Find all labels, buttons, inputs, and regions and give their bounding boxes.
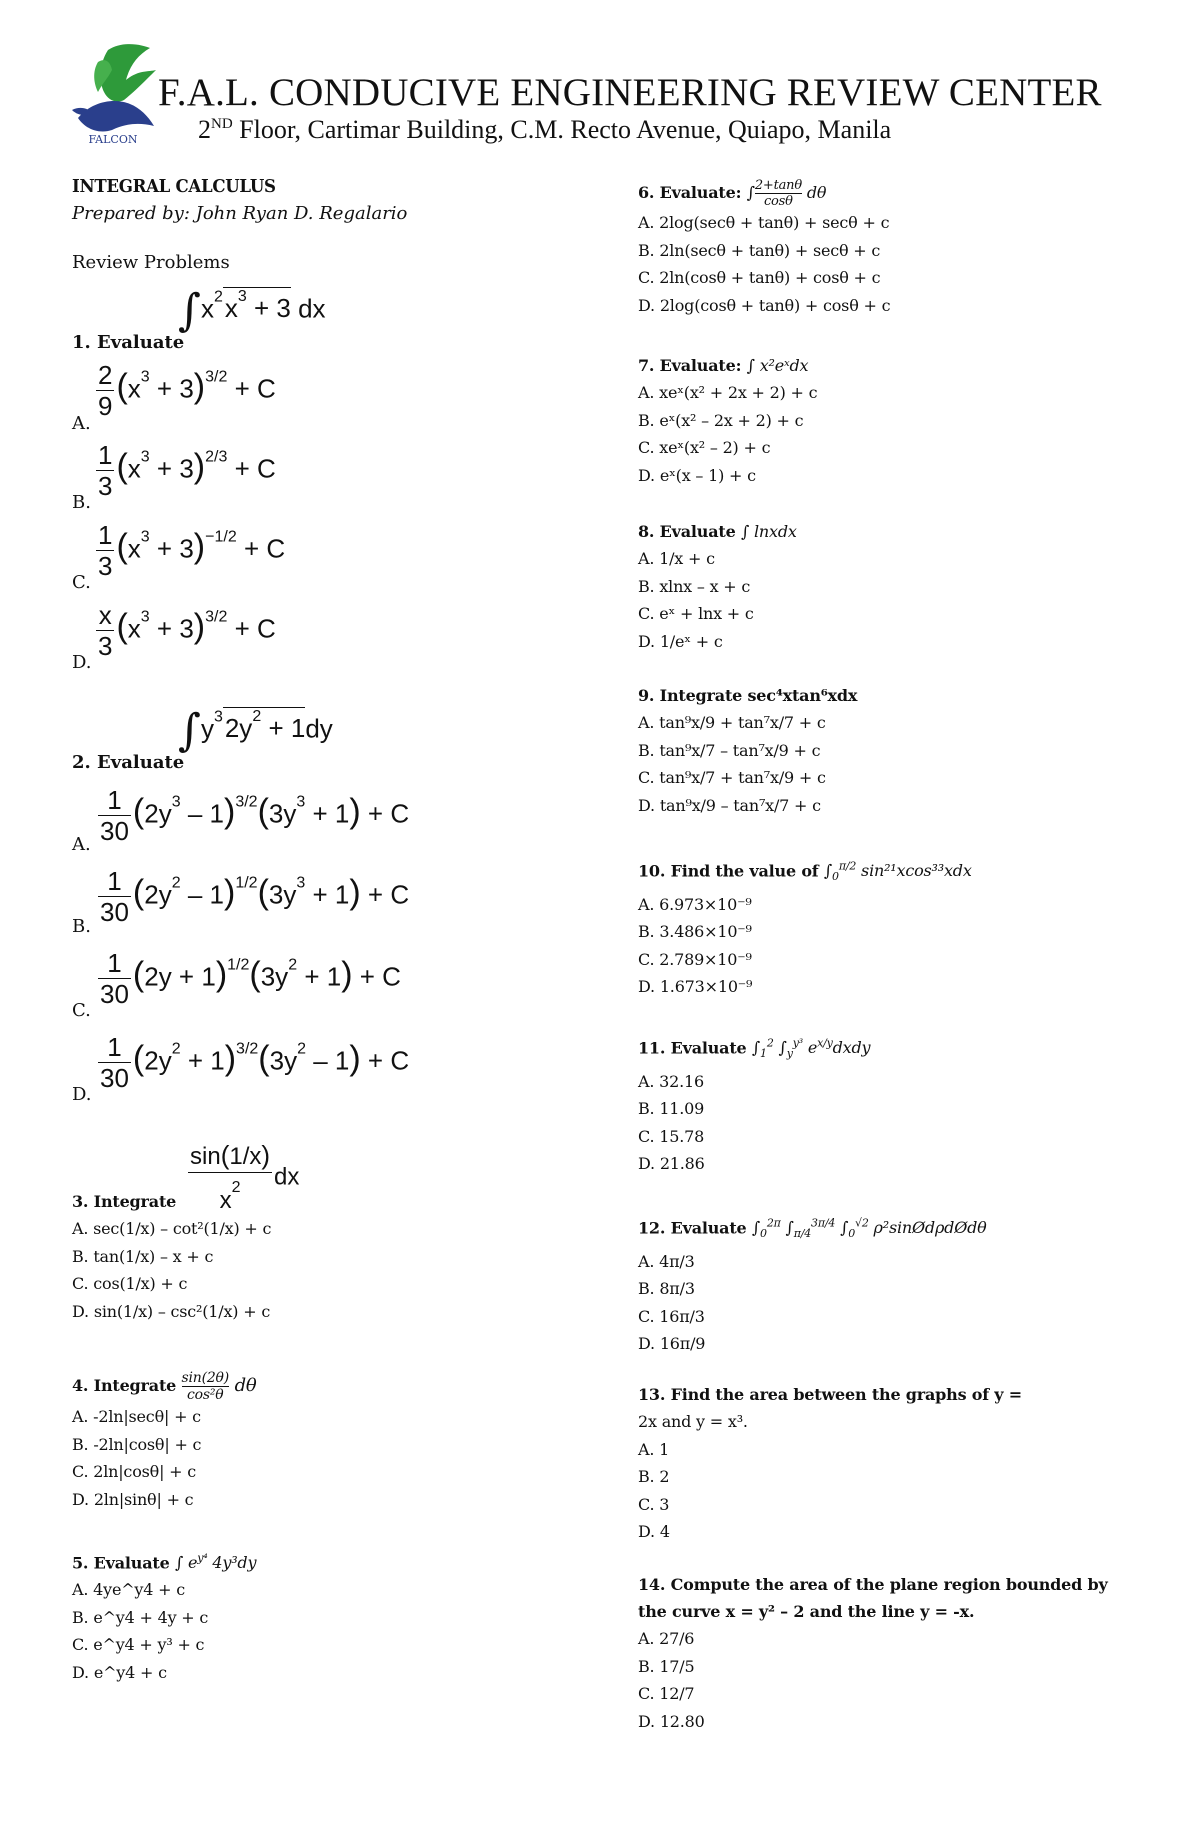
q1-label: 1. Evaluate xyxy=(72,332,185,353)
q2-choice-c-label: C. xyxy=(72,1000,91,1021)
q14-choice-a: A. 27/6 xyxy=(638,1629,695,1648)
q13 xyxy=(638,1381,1022,1546)
q1-choice-d: $\frac{x}{3}$ $(x^3 + 3)^{3/2} + C$ xyxy=(98,600,276,661)
q10-choice-c: C. 2.789×10⁻⁹ xyxy=(638,949,752,969)
q8-choice-d: D. 1/eˣ + c xyxy=(638,631,723,651)
q4-choice-c: C. 2ln|cosθ| + c xyxy=(72,1462,197,1481)
q5: 5. Evaluate ∫ $e^{y^4}$ 4y³dy A. 4ye^y4 + c B. e^y4 + 4y + c C. e^y4 + y³ + c D. e^y4 + c xyxy=(72,1545,256,1686)
q5-choice-b: B. e^y4 + 4y + c xyxy=(72,1607,209,1627)
q14-choice-c: C. 12/7 xyxy=(638,1684,695,1703)
q5-choice-a: A. 4ye^y4 + c xyxy=(72,1580,185,1600)
q4-label: 4. Integrate xyxy=(72,1376,177,1395)
q1-choice-a: $\frac{2}{9}$ $(x^3 + 3)^{3/2} + C$ xyxy=(98,360,276,421)
q4: 4. Integrate $\frac{\sin(2\theta)}{\text{cos²θ}}$ dθ A. -2ln|secθ| + c B. -2ln|cosθ| + c C. 2ln|cosθ| + c D. 2ln|sinθ| + c xyxy=(72,1370,257,1513)
q2-choice-c: $\frac{1}{30}$ $(2y + 1)^{1/2}(3y^2 + 1) + C$ xyxy=(100,948,401,1009)
q7: 7. Evaluate: ∫ x²eˣdx A. xeˣ(x² + 2x + 2) + c B. eˣ(x² – 2x + 2) + c C. xeˣ(x² – 2) + c D. eˣ(x – 1) + c xyxy=(638,352,817,489)
q6-label: 6. Evaluate: xyxy=(638,183,742,202)
q1-choice-b-label: B. xyxy=(72,492,91,513)
q10-choice-d: D. 1.673×10⁻⁹ xyxy=(638,977,753,997)
q2-choice-b: $\frac{1}{30}$ $(2y^2 - 1)^{1/2}(3y^3 + 1) + C$ xyxy=(100,866,410,927)
q7-choice-c: C. xeˣ(x² – 2) + c xyxy=(638,438,771,457)
q6-choice-a: A. 2log(secθ + tanθ) + secθ + c xyxy=(638,213,890,232)
center-address: 2ND Floor, Cartimar Building, C.M. Recto Avenue, Quiapo, Manila xyxy=(198,115,892,144)
q3-choice-b: B. tan(1/x) – x + c xyxy=(72,1246,214,1266)
q2-choice-a-label: A. xyxy=(72,834,91,855)
q11-label: 11. Evaluate xyxy=(638,1038,747,1058)
q3-choice-a: A. sec(1/x) – cot²(1/x) + c xyxy=(72,1219,272,1238)
q1-choice-c: $\frac{1}{3}$ $(x^3 + 3)^{-1/2} + C$ xyxy=(98,520,286,581)
q13-choice-d: D. 4 xyxy=(638,1522,670,1541)
q6-choice-b: B. 2ln(secθ + tanθ) + secθ + c xyxy=(638,240,881,260)
q12-choice-b: B. 8π/3 xyxy=(638,1279,695,1299)
q10-label: 10. Find the value of xyxy=(638,861,819,881)
q5-choice-c: C. e^y4 + y³ + c xyxy=(72,1635,205,1655)
prepared-by: Prepared by: John Ryan D. Regalario xyxy=(72,203,408,224)
q1-integral: $\int x^2x^3 + 3$ dx xyxy=(178,285,326,336)
q8: 8. Evaluate ∫ lnxdx A. 1/x + c B. xlnx – x + c C. eˣ + lnx + c D. 1/eˣ + c xyxy=(638,518,797,655)
q3 xyxy=(72,1188,271,1325)
q8-label: 8. Evaluate xyxy=(638,522,736,541)
center-title: F.A.L. CONDUCIVE ENGINEERING REVIEW CENTER xyxy=(158,71,1102,114)
q10-choice-b: B. 3.486×10⁻⁹ xyxy=(638,922,752,942)
q5-label: 5. Evaluate xyxy=(72,1553,170,1573)
q10-choice-a: A. 6.973×10⁻⁹ xyxy=(638,894,752,914)
q14-line2: the curve x = y² – 2 and the line y = -x. xyxy=(638,1602,975,1621)
q12-choice-c: C. 16π/3 xyxy=(638,1306,705,1326)
q3-choice-c: C. cos(1/x) + c xyxy=(72,1274,188,1293)
q12-choice-d: D. 16π/9 xyxy=(638,1334,706,1354)
q1-choice-d-label: D. xyxy=(72,652,92,673)
q11: 11. Evaluate $\int_1^2$ $\int_y^{y^3}$ $e^{x/y}dxdy$ A. 32.16 B. 11.09 C. 15.78 D. 21.86 xyxy=(638,1030,870,1178)
q3-label: 3. Integrate xyxy=(72,1192,177,1211)
q4-choice-a: A. -2ln|secθ| + c xyxy=(72,1407,201,1426)
section-title: Review Problems xyxy=(72,252,230,273)
q7-choice-d: D. eˣ(x – 1) + c xyxy=(638,465,756,485)
q1-choice-c-label: C. xyxy=(72,572,91,593)
q1-choice-a-label: A. xyxy=(72,413,91,434)
q3-integrand: $\frac{\sin(1/x)}{x^2}$ dx xyxy=(190,1140,300,1214)
q9-label: 9. Integrate sec⁴xtan⁶xdx xyxy=(638,686,858,705)
q6: 6. Evaluate: ∫ $\frac{2+\tan\theta}{\cos\theta}$ dθ A. 2log(secθ + tanθ) + secθ + c B. 2ln(secθ + tanθ) + secθ + c C. 2ln(cosθ + tanθ) + cosθ + c D. 2log(cosθ + tanθ) + cosθ + c xyxy=(638,178,890,319)
q9 xyxy=(638,682,857,819)
q2-choice-b-label: B. xyxy=(72,916,91,937)
subject-title: INTEGRAL CALCULUS xyxy=(72,176,276,197)
q7-choice-a: A. xeˣ(x² + 2x + 2) + c xyxy=(638,383,818,402)
q13-choice-c: C. 3 xyxy=(638,1494,670,1514)
q1-choice-b: $\frac{1}{3}$ $(x^3 + 3)^{2/3} + C$ xyxy=(98,440,276,501)
q8-choice-c: C. eˣ + lnx + c xyxy=(638,604,754,623)
q5-choice-d: D. e^y4 + c xyxy=(72,1662,167,1682)
q12-choice-a: A. 4π/3 xyxy=(638,1251,695,1271)
q9-choice-b: B. tan⁹x/7 – tan⁷x/9 + c xyxy=(638,740,821,760)
q9-choice-a: A. tan⁹x/9 + tan⁷x/7 + c xyxy=(638,713,826,732)
q13-line1: 13. Find the area between the graphs of y = xyxy=(638,1385,1022,1404)
q14-line1: 14. Compute the area of the plane region bounded by xyxy=(638,1575,1108,1594)
q11-choice-c: C. 15.78 xyxy=(638,1126,705,1146)
q2-choice-a: $\frac{1}{30}$ $(2y^3 - 1)^{3/2}(3y^3 + 1) + C$ xyxy=(100,785,410,846)
logo-text: FALCON xyxy=(88,133,138,146)
q11-choice-d: D. 21.86 xyxy=(638,1154,705,1174)
q14 xyxy=(638,1571,1108,1735)
q6-choice-c: C. 2ln(cosθ + tanθ) + cosθ + c xyxy=(638,268,881,287)
q8-choice-a: A. 1/x + c xyxy=(638,549,715,568)
q2-label: 2. Evaluate xyxy=(72,752,185,773)
falcon-logo xyxy=(68,40,158,150)
q13-line2: 2x and y = x³. xyxy=(638,1412,748,1431)
left-column xyxy=(72,176,612,273)
q2-choice-d-label: D. xyxy=(72,1084,92,1105)
q2-choice-d: $\frac{1}{30}$ $(2y^2 + 1)^{3/2}(3y^2 - 1) + C$ xyxy=(100,1032,410,1093)
q2-integral: $\int y^32y^2 + 1dy$ xyxy=(178,705,333,756)
q7-label: 7. Evaluate: xyxy=(638,356,742,375)
q13-choice-a: A. 1 xyxy=(638,1439,670,1459)
q12: 12. Evaluate $\int_0^{2\pi}$ $\int_{\pi/4}^{3\pi/4}$ $\int_0^{√2}$ ρ²sinØdρdØdθ A. 4π/3 B. 8π/3 C. 16π/3 D. 16π/9 xyxy=(638,1210,987,1358)
q6-choice-d: D. 2log(cosθ + tanθ) + cosθ + c xyxy=(638,295,891,315)
q14-choice-b: B. 17/5 xyxy=(638,1656,695,1676)
q13-choice-b: B. 2 xyxy=(638,1467,670,1486)
q3-choice-d: D. sin(1/x) – csc²(1/x) + c xyxy=(72,1301,271,1321)
q7-choice-b: B. eˣ(x² – 2x + 2) + c xyxy=(638,410,804,430)
q12-label: 12. Evaluate xyxy=(638,1218,747,1238)
q10: 10. Find the value of $\int_0^{\pi/2}$ sin²¹xcos³³xdx A. 6.973×10⁻⁹ B. 3.486×10⁻⁹ C. 2.789×10⁻⁹ D. 1.673×10⁻⁹ xyxy=(638,853,972,1001)
q11-choice-b: B. 11.09 xyxy=(638,1099,705,1119)
q8-choice-b: B. xlnx – x + c xyxy=(638,576,751,596)
q4-choice-b: B. -2ln|cosθ| + c xyxy=(72,1434,202,1454)
q14-choice-d: D. 12.80 xyxy=(638,1711,705,1731)
q9-choice-d: D. tan⁹x/9 – tan⁷x/7 + c xyxy=(638,795,821,815)
q11-choice-a: A. 32.16 xyxy=(638,1071,704,1091)
q4-choice-d: D. 2ln|sinθ| + c xyxy=(72,1489,194,1509)
q9-choice-c: C. tan⁹x/7 + tan⁷x/9 + c xyxy=(638,768,826,787)
